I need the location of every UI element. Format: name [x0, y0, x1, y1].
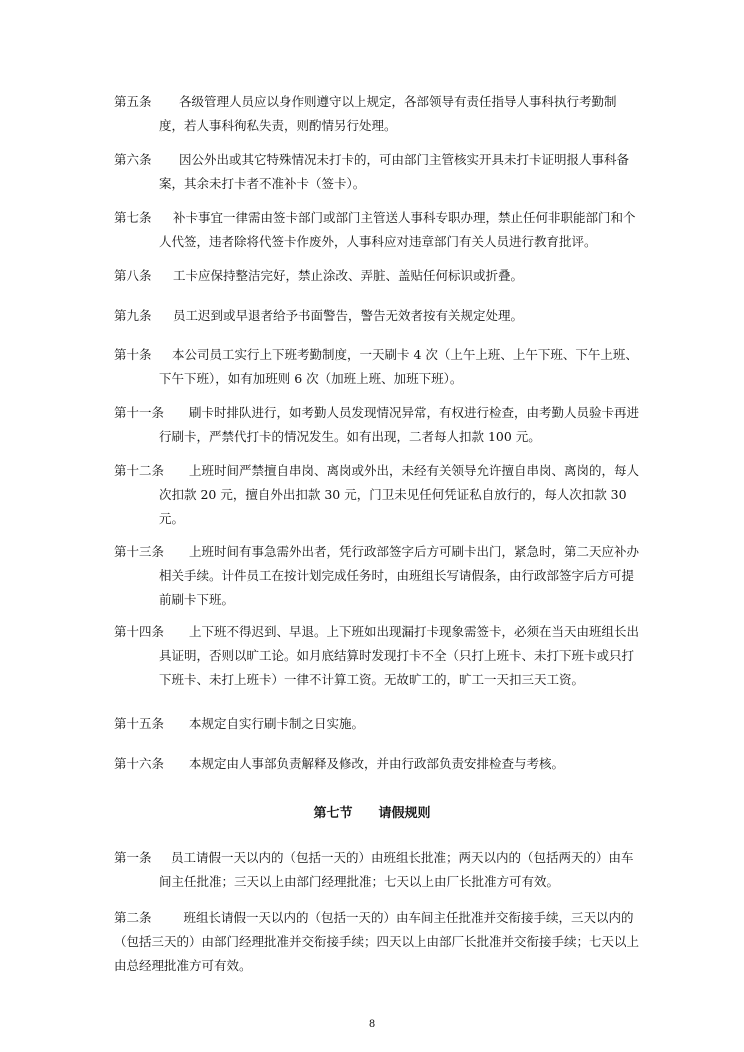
article-label: 第五条 — [114, 94, 152, 109]
article-text: 员工迟到或早退者给予书面警告，警告无效者按有关规定处理。 — [173, 308, 524, 323]
article-text: 上班时间有事急需外出者，凭行政部签字后方可刷卡出门，紧急时，第二天应补办相关手续。计件员工在按计划完成任务时，由班组长写请假条，由行政部签字后方可提前刷卡下班。 — [159, 544, 640, 607]
article-14 — [114, 620, 640, 692]
article-label: 第九条 — [114, 308, 152, 323]
article-label: 第十二条 — [114, 463, 165, 478]
page-number: 8 — [368, 1019, 376, 1030]
article-15 — [114, 712, 640, 736]
article-text: 工卡应保持整洁完好，禁止涂改、弄脏、盖贴任何标识或折叠。 — [173, 268, 524, 283]
article-label: 第六条 — [114, 152, 152, 167]
article-text: 班组长请假一天以内的（包括一天的）由车间主任批准并交衔接手续，三天以内的（包括三天的）由部门经理批准并交衔接手续；四天以上由部厂长批准并交衔接手续；七天以上由总经理批准方可有效。 — [114, 910, 640, 973]
article-text: 上班时间严禁擅自串岗、离岗或外出，未经有关领导允许擅自串岗、离岗的，每人次扣款 20 元，擅自外出扣款 30 元，门卫未见任何凭证私自放行的，每人次扣款 30 元。 — [159, 463, 640, 526]
article-label: 第十条 — [114, 347, 152, 362]
section-number: 第七节 — [313, 806, 353, 821]
article-8 — [114, 264, 640, 288]
article-7 — [114, 206, 640, 254]
article-label: 第二条 — [114, 910, 152, 925]
article-text: 上下班不得迟到、早退。上下班如出现漏打卡现象需签卡，必须在当天由班组长出具证明，否则以旷工论。如月底结算时发现打卡不全（只打上班卡、未打下班卡或只打下班卡、未打上班卡）一律不计算工资。无故旷工的，旷工一天扣三天工资。 — [159, 624, 640, 687]
article-text: 补卡事宜一律需由签卡部门或部门主管送人事科专职办理，禁止任何非职能部门和个人代签，违者除将代签卡作废外，人事科应对违章部门有关人员进行教育批评。 — [159, 210, 636, 249]
article-6 — [114, 148, 640, 196]
article-16 — [114, 752, 640, 776]
section-title: 请假规则 — [378, 806, 431, 821]
article-label: 第八条 — [114, 268, 152, 283]
article-text: 本公司员工实行上下班考勤制度，一天刷卡 4 次（上午上班、上午下班、下午上班、下午下班），如有加班则 6 次（加班上班、加班下班）。 — [159, 347, 638, 386]
article-text: 各级管理人员应以身作则遵守以上规定，各部领导有责任指导人事科执行考勤制度，若人事科徇私失责，则酌情另行处理。 — [159, 94, 617, 133]
article-text: 刷卡时排队进行，如考勤人员发现情况异常，有权进行检查，由考勤人员验卡再进行刷卡，严禁代打卡的情况发生。如有出现，二者每人扣款 100 元。 — [159, 405, 640, 444]
article-10 — [114, 343, 640, 391]
article-11 — [114, 401, 640, 449]
article-label: 第十三条 — [114, 544, 165, 559]
article-text: 员工请假一天以内的（包括一天的）由班组长批准；两天以内的（包括两天的）由车间主任批准；三天以上由部门经理批准；七天以上由厂长批准方可有效。 — [159, 850, 634, 889]
article-13 — [114, 540, 640, 612]
article-label: 第一条 — [114, 850, 152, 865]
article-12 — [114, 459, 640, 531]
article-text: 本规定由人事部负责解释及修改，并由行政部负责安排检查与考核。 — [189, 756, 565, 771]
leave-article-2 — [114, 906, 640, 978]
article-text: 因公外出或其它特殊情况未打卡的，可由部门主管核实开具未打卡证明报人事科备案，其余未打卡者不准补卡（签卡）。 — [159, 152, 630, 191]
article-label: 第七条 — [114, 210, 152, 225]
article-9 — [114, 304, 640, 328]
article-label: 第十四条 — [114, 624, 165, 639]
article-label: 第十五条 — [114, 716, 165, 731]
section-heading — [0, 802, 744, 821]
article-5 — [114, 90, 640, 138]
article-text: 本规定自实行刷卡制之日实施。 — [189, 716, 365, 731]
article-label: 第十一条 — [114, 405, 165, 420]
article-label: 第十六条 — [114, 756, 165, 771]
leave-article-1 — [114, 846, 640, 894]
